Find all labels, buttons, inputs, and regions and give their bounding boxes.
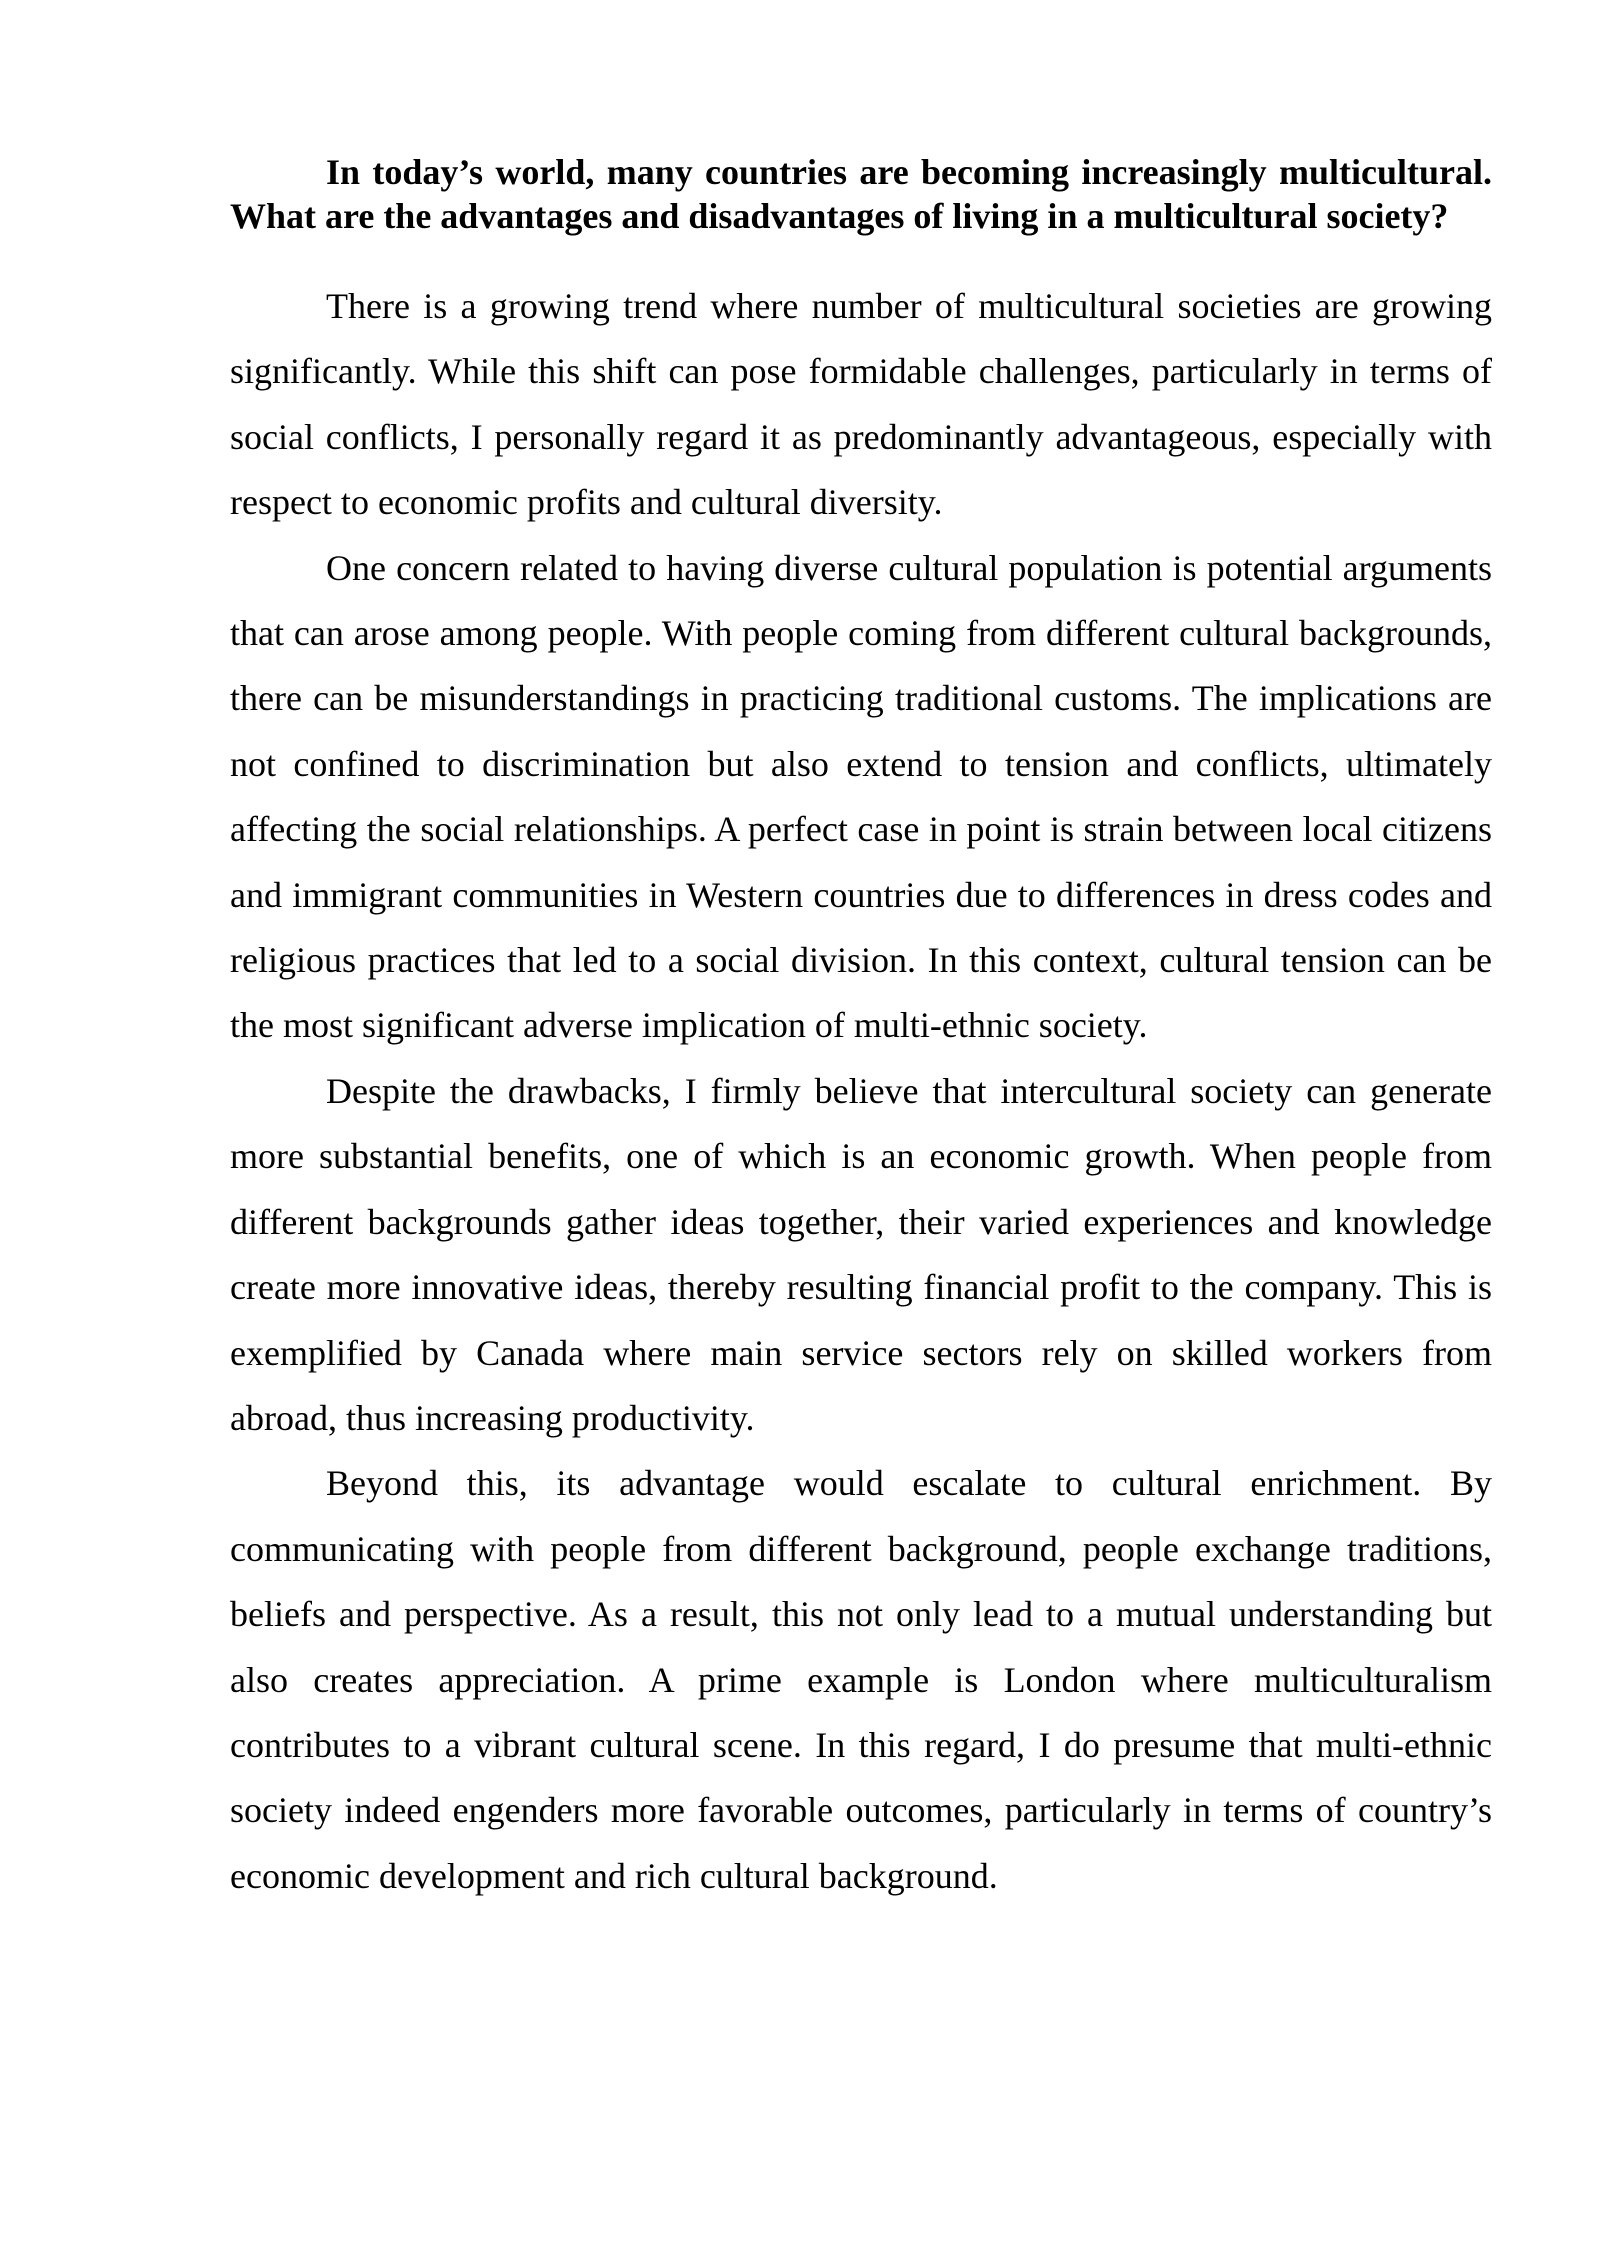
paragraph-cultural-advantage: Beyond this, its advantage would escalate to cultural enrichment. By communicating with people from different background, people exchange traditions, beliefs and perspective. As a result, this not only lead to a mutual understanding but also creates appreciation. A prime example is London where multiculturalism contributes to a vibrant cultural scene. In this regard, I do presume that multi-ethnic society indeed engenders more favorable outcomes, particularly in terms of country’s economic development and rich cultural background. — [230, 1463, 1492, 1896]
paragraph-introduction: There is a growing trend where number of multicultural societies are growing significantly. While this shift can pose formidable challenges, particularly in terms of social conflicts, I personally regard it as predominantly advantageous, especially with respect to economic profits and cultural diversity. — [230, 286, 1492, 523]
paragraph-economic-advantage: Despite the drawbacks, I firmly believe that intercultural society can generate more substantial benefits, one of which is an economic growth. When people from different backgrounds gather ideas together, their varied experiences and knowledge create more innovative ideas, thereby resulting financial profit to the company. This is exemplified by Canada where main service sectors rely on skilled workers from abroad, thus increasing productivity. — [230, 1070, 1492, 1438]
document-page — [230, 150, 1492, 1909]
paragraph-disadvantage: One concern related to having diverse cultural population is potential arguments that can arose among people. With people coming from different cultural backgrounds, there can be misunderstandings in practicing traditional customs. The implications are not confined to discrimination but also extend to tension and conflicts, ultimately affecting the social relationships. A perfect case in point is strain between local citizens and immigrant communities in Western countries due to differences in dress codes and religious practices that led to a social division. In this context, cultural tension can be the most significant adverse implication of multi-ethnic society. — [230, 547, 1492, 1046]
essay-prompt: In today’s world, many countries are becoming increasingly multicultural. What are the advantages and disadvantages of living in a multicultural society? — [230, 152, 1492, 236]
